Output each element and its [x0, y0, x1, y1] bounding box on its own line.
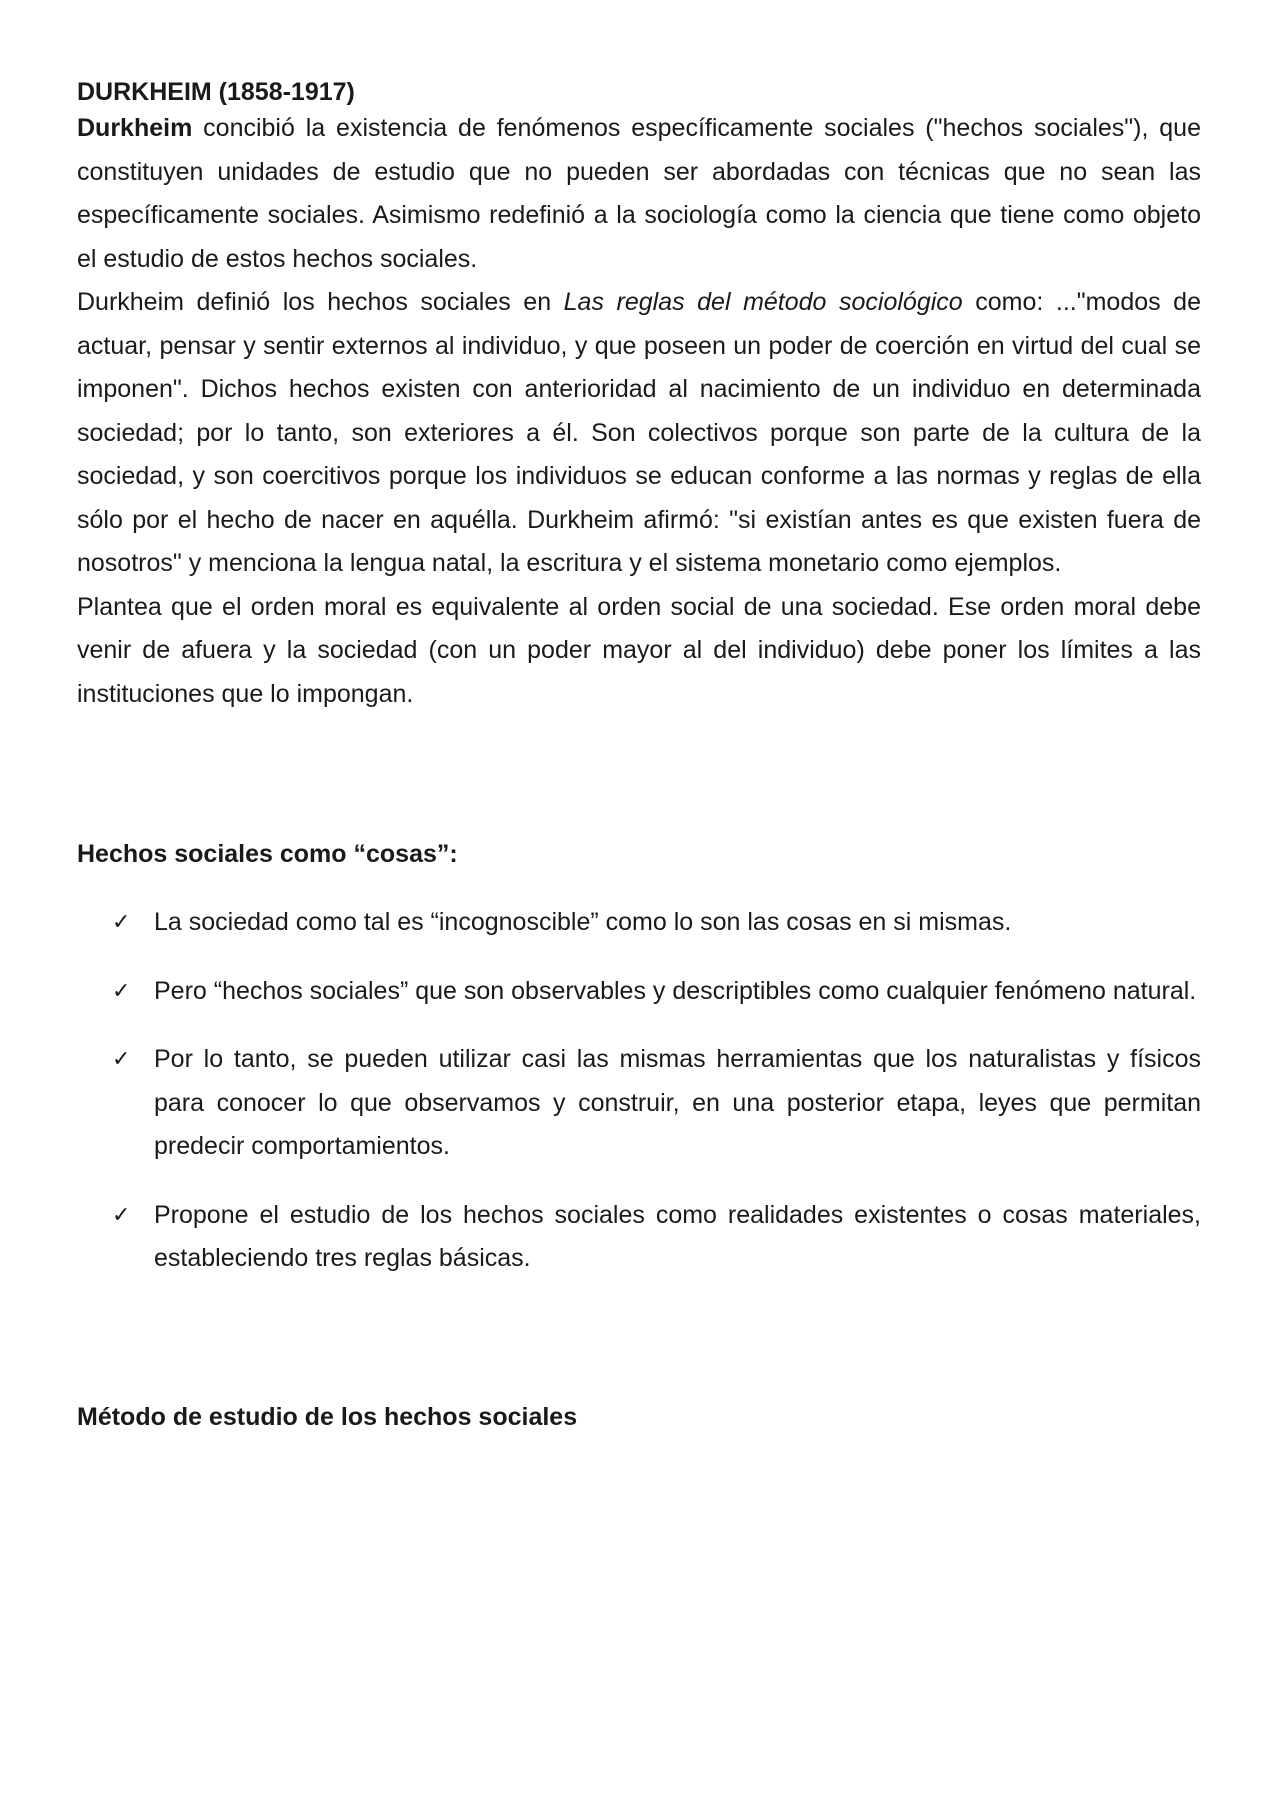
list-item-text: Pero “hechos sociales” que son observables y descriptibles como cualquier fenómeno natural. — [154, 976, 1197, 1005]
checkmark-icon: ✓ — [112, 1202, 131, 1228]
paragraph-moral-order: Plantea que el orden moral es equivalente al orden social de una sociedad. Ese orden moral debe venir de afuera y la sociedad (con un poder mayor al del individuo) debe poner los límites a las instituciones que lo impongan. — [77, 592, 1201, 708]
book-title: Las reglas del método sociológico — [563, 288, 963, 316]
section-heading-metodo: Método de estudio de los hechos sociales — [77, 1402, 578, 1431]
checkmark-icon: ✓ — [112, 978, 131, 1004]
paragraph-definition-before: Durkheim definió los hechos sociales en — [77, 288, 564, 316]
checklist — [77, 901, 1201, 1281]
list-item-text: Por lo tanto, se pueden utilizar casi las mismas herramientas que los naturalistas y físicos para conocer lo que observamos y construir, en una posterior etapa, leyes que permitan predecir comportamientos. — [154, 1045, 1201, 1160]
checkmark-icon: ✓ — [112, 1047, 131, 1072]
list-item — [112, 970, 1201, 1014]
paragraph-intro — [77, 107, 1201, 281]
list-item-text: La sociedad como tal es “incognoscible” como lo son las cosas en si mismas. — [154, 908, 1012, 936]
section-heading-hechos-cosas: Hechos sociales como “cosas”: — [77, 840, 458, 868]
paragraph-intro-lead: Durkheim — [77, 114, 193, 142]
paragraph-definition — [77, 281, 1201, 586]
paragraph-definition-after: como: ..."modos de actuar, pensar y sentir externos al individuo, y que poseen un poder de coerción en virtud del cual se imponen". Dichos hechos existen con anterioridad al nacimiento de un individuo en determinada sociedad; por lo tanto, son exteriores a él. Son colectivos porque son parte de la cultura de la sociedad, y son coercitivos porque los individuos se educan conforme a las normas y reglas de ella sólo por el hecho de nacer en aquélla. Durkheim afirmó: "si existían antes es que existen fuera de nosotros" y menciona la lengua natal, la escritura y el sistema monetario como ejemplos. — [77, 288, 1201, 577]
paragraph-intro-text: concibió la existencia de fenómenos específicamente sociales ("hechos sociales"), que constituyen unidades de estudio que no pueden ser abordadas con técnicas que no sean las específicamente sociales. Asimismo redefinió a la sociología como la ciencia que tiene como objeto el estudio de estos hechos sociales. — [77, 114, 1201, 273]
list-item-text: Propone el estudio de los hechos sociales como realidades existentes o cosas materiales, estableciendo tres reglas básicas. — [154, 1200, 1201, 1272]
list-item — [112, 901, 1201, 945]
list-item — [112, 1194, 1201, 1281]
document-title: DURKHEIM (1858-1917) — [77, 78, 355, 106]
checkmark-icon: ✓ — [112, 910, 131, 935]
list-item — [112, 1038, 1201, 1169]
